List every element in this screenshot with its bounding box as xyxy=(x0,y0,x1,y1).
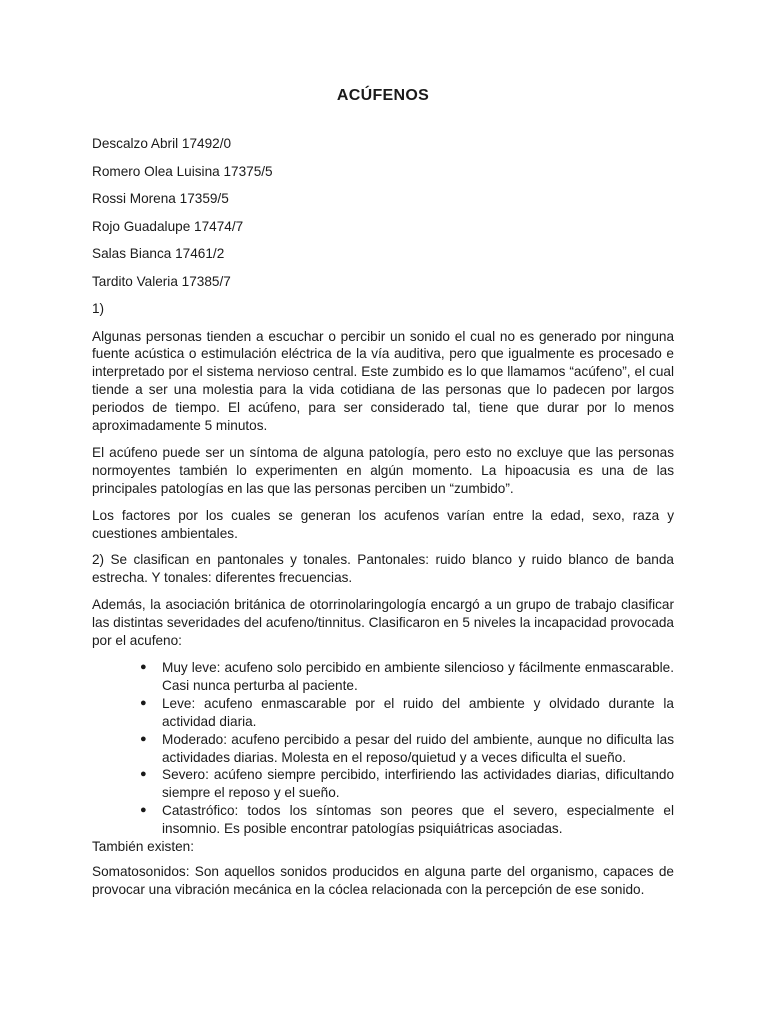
author-line: Tardito Valeria 17385/7 xyxy=(92,273,231,289)
bullet-icon: ● xyxy=(140,768,147,781)
paragraph: Algunas personas tienden a escuchar o percibir un sonido el cual no es generado por ninguna fuente acústica o estimulación eléctrica de la vía auditiva, pero que igualmente es procesado e interpretado por el sistema nervioso central. Este zumbido es lo que llamamos “acúfeno”, el cual tiende a ser una molestia para la vida cotidiana de las personas que lo padecen por largos periodos de tiempo. El acúfeno, para ser considerado tal, tiene que durar por lo menos aproximadamente 5 minutos. xyxy=(92,328,674,434)
author-line: Rossi Morena 17359/5 xyxy=(92,191,229,206)
bullet-icon: ● xyxy=(140,732,147,745)
paragraph: Los factores por los cuales se generan los acufenos varían entre la edad, sexo, raza y cuestiones ambientales. xyxy=(92,507,674,541)
bullet-icon: ● xyxy=(140,804,147,817)
paragraph: 2) Se clasifican en pantonales y tonales. Pantonales: ruido blanco y ruido blanco de banda estrecha. Y tonales: diferentes frecuencias. xyxy=(92,552,674,586)
bullet-icon: ● xyxy=(140,696,147,709)
bullet-icon: ● xyxy=(140,661,147,673)
paragraph: Además, la asociación británica de otorrinolaringología encargó a un grupo de trabajo clasificar las distintas severidades del acufeno/tinnitus. Clasificaron en 5 niveles la incapacidad provocada por el acufeno: xyxy=(92,597,674,649)
author-line: Rojo Guadalupe 17474/7 xyxy=(92,218,244,234)
also-exist-label: También existen: xyxy=(92,839,195,855)
list-item xyxy=(140,731,674,767)
list-item-text: Moderado: acufeno percibido a pesar del ruido del ambiente, aunque no dificulta las actividades diarias. Molesta en el reposo/quietud y a veces dificulta el sueño. xyxy=(162,731,674,765)
list-item-text: Catastrófico: todos los síntomas son peores que el severo, especialmente el insomnio. Es posible encontrar patologías psiquiátricas asociadas. xyxy=(162,803,674,837)
list-item xyxy=(140,695,674,731)
author-line: Descalzo Abril 17492/0 xyxy=(92,136,232,151)
list-item-text: Leve: acufeno enmascarable por el ruido del ambiente y olvidado durante la actividad diaria. xyxy=(162,695,674,729)
list-item xyxy=(140,766,674,802)
section-label: 1) xyxy=(92,301,105,316)
paragraph: Somatosonidos: Son aquellos sonidos producidos en alguna parte del organismo, capaces de provocar una vibración mecánica en la cóclea relacionada con la percepción de ese sonido. xyxy=(92,863,674,897)
severity-list xyxy=(92,659,674,838)
list-item xyxy=(140,802,674,838)
list-item-text: Severo: acúfeno siempre percibido, interfiriendo las actividades diarias, dificultando siempre el reposo y el sueño. xyxy=(162,767,674,801)
author-line: Salas Bianca 17461/2 xyxy=(92,246,225,261)
document-title: ACÚFENOS xyxy=(336,87,430,104)
paragraph: El acúfeno puede ser un síntoma de alguna patología, pero esto no excluye que las personas normoyentes también lo experimenten en algún momento. La hipoacusia es una de las principales patologías en las que las personas perciben un “zumbido”. xyxy=(92,444,674,496)
author-line: Romero Olea Luisina 17375/5 xyxy=(92,163,273,179)
list-item xyxy=(140,659,674,695)
list-item-text: Muy leve: acufeno solo percibido en ambiente silencioso y fácilmente enmascarable. Casi nunca perturba al paciente. xyxy=(162,660,674,693)
